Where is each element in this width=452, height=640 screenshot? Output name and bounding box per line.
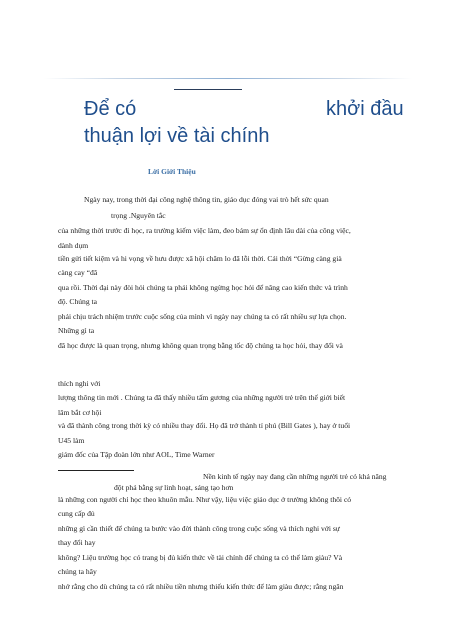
body-line: và đã thành công trong thời kỳ có nhiều thay đổi. Họ đã trở thành tỉ phú (Bill Gates ), hay ở tuổi [58, 421, 351, 430]
body-line: của những thời trước đi học, ra trường kiếm việc làm, đeo bám sự ổn định lâu dài của công việc, [58, 226, 351, 235]
title-left: Để có [84, 98, 137, 120]
body-line: những gì cần thiết để chúng ta bước vào đời thành công trong cuộc sống và thích nghi với sự [58, 524, 340, 533]
body-line: đã học được là quan trọng, nhưng không quan trọng bằng tốc độ chúng ta học hỏi, thay đổi và [58, 341, 343, 350]
body-line: tiền gửi tiết kiệm và hi vọng về hưu được xã hội chăm lo đã lỗi thời. Cái thời “Gừng càng già [58, 254, 342, 263]
body-line: dành dụm [58, 241, 89, 250]
body-line: nhớ rằng cho dù chúng ta có rất nhiều tiền nhưng thiếu kiến thức để làm giàu được; rằng ngân [58, 582, 344, 591]
title-line-2: thuận lợi về tài chính [84, 125, 270, 147]
body-line: càng cay “đã [58, 268, 98, 277]
title-right: khởi đầu [326, 98, 404, 120]
top-rule-accent [174, 89, 242, 90]
body-line: lâm bắt cơ hội [58, 408, 102, 417]
body-line: cung cấp đủ [58, 509, 95, 518]
body-line: U45 làm [58, 436, 85, 445]
body-line: giám đốc của Tập đoàn lớn như AOL, Time Warner [58, 450, 215, 459]
section-rule [58, 470, 134, 471]
body-line: Ngày nay, trong thời đại công nghệ thông tin, giáo dục đóng vai trò hết sức quan [84, 195, 329, 204]
body-line: phải chịu trách nhiệm trước cuộc sống của mình vì ngày nay chúng ta có rất nhiều sự lựa chọn. [58, 312, 347, 321]
body-line: chúng ta hãy [58, 567, 97, 576]
body-line: thay đổi hay [58, 538, 96, 547]
section-heading: Lời Giới Thiệu [148, 167, 196, 176]
body-line: thích nghi với [58, 379, 101, 388]
body-line: Những gì ta [58, 326, 95, 335]
body-line: qua rồi. Thời đại này đòi hỏi chúng ta phải không ngừng học hỏi để nâng cao kiến thức và trình [58, 283, 348, 292]
body-line: không? Liệu trường học có trang bị đủ kiến thức về tài chính để chúng ta có thể làm giàu? Và [58, 553, 343, 562]
body-line: lượng thông tin mới . Chúng ta đã thấy nhiều tấm gương của những người trẻ trên thế giới biết [58, 393, 346, 402]
top-rule [44, 78, 412, 79]
body-line: đột phá bằng sự linh hoạt, sáng tạo hơn [114, 483, 234, 492]
body-line: Nền kinh tế ngày nay đang cần những người trẻ có khả năng [203, 472, 387, 481]
body-line: là những con người chỉ học theo khuôn mẫu. Như vậy, liệu việc giáo dục ở trường không thôi có [58, 495, 352, 504]
body-line: độ. Chúng ta [58, 297, 98, 306]
body-line: trọng .Nguyên tắc [111, 211, 166, 220]
